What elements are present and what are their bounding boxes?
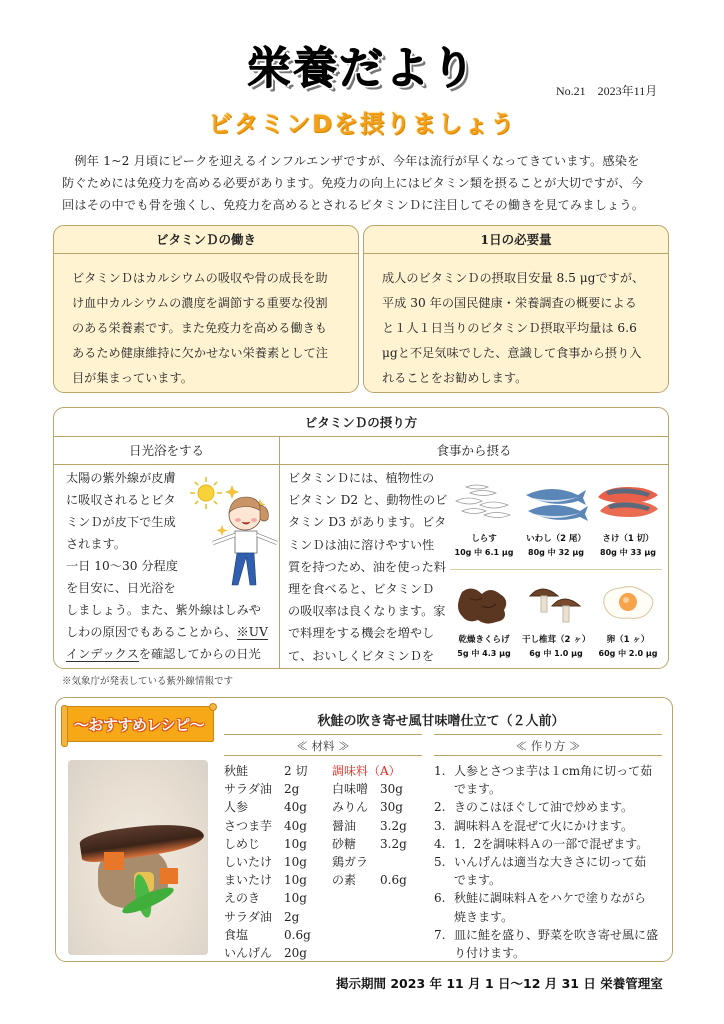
- seasoning-row: [332, 853, 407, 871]
- wood-ear-mushroom-icon: [452, 582, 516, 626]
- ingredient-name: サラダ油: [224, 909, 272, 924]
- food-row: [450, 570, 662, 660]
- box-line: と１人１日当りのビタミンＤ摂取平均量は 6.6: [382, 321, 637, 335]
- fried-egg-icon: [596, 582, 660, 626]
- seasoning-row: [332, 798, 407, 816]
- seasoning-name: の素: [332, 873, 357, 888]
- ingredient-row: [224, 889, 324, 907]
- seasoning-qty: 0.6g: [380, 873, 407, 888]
- ingredient-row: [224, 908, 324, 926]
- seasoning-qty: 30g: [380, 782, 403, 797]
- step-item: [434, 817, 666, 835]
- food-name: さけ（1 切）: [602, 534, 654, 544]
- seasoning-qty: 3.2g: [380, 818, 407, 833]
- ingredient-qty: 10g: [284, 836, 307, 851]
- text-line: ビタミンＤには、植物性の: [288, 471, 435, 485]
- step-number: 1.: [434, 764, 446, 778]
- how-to-take-vitamin-d-table: [53, 407, 669, 669]
- ingredient-qty: 2g: [284, 782, 300, 797]
- ingredient-name: さつま芋: [224, 818, 273, 833]
- dish-photo: [68, 760, 208, 955]
- ingredient-name: 人参: [224, 800, 249, 815]
- food-name: 干し椎茸（2 ヶ）: [522, 635, 591, 645]
- table-body-row: [54, 465, 668, 669]
- box-line: け血中カルシウムの濃度を調節する重要な役割: [72, 296, 328, 310]
- food-item-wood-ear: [450, 570, 518, 660]
- newsletter-title: 栄養だより: [247, 43, 477, 94]
- ingredient-qty: 10g: [284, 855, 307, 870]
- step-text: 焼きます。: [454, 909, 514, 924]
- ingredients-header: ≪ 材料 ≫: [224, 734, 422, 756]
- box-line: あるため健康維持に欠かせない栄養素として注: [72, 346, 328, 360]
- ingredient-qty: 2g: [284, 909, 300, 924]
- seasoning-row: [332, 835, 407, 853]
- ingredient-name: しめじ: [224, 836, 261, 851]
- text-line: ビタミン D2 と、動物性のビ: [288, 493, 448, 508]
- box-line: 成人のビタミンＤの摂取目安量 8.5 μgですが、: [382, 271, 645, 285]
- step-item: [434, 835, 666, 853]
- step-item: [434, 798, 666, 816]
- step-number: 3.: [434, 818, 446, 833]
- text-line: を目安に、日光浴を: [66, 581, 176, 595]
- step-text: 1．2を調味料Ａの一部で混ぜます。: [454, 836, 649, 851]
- sunbathing-cell: [54, 465, 280, 669]
- intro-line: 防ぐためには免疫力を高める必要があります。免疫力の向上にはビタミン類を摂ることが大切ですが、今: [62, 176, 644, 190]
- sardine-icon: [524, 481, 588, 525]
- food-item-sardine: [522, 475, 590, 569]
- ingredient-name: まいたけ: [224, 873, 273, 888]
- seasoning-name: 鶏ガラ: [332, 855, 369, 870]
- step-text: り付けます。: [454, 946, 526, 961]
- headline: ビタミンDを摂りましょう: [208, 110, 516, 138]
- step-number: 7.: [434, 927, 446, 942]
- uv-index-link[interactable]: ※UV: [236, 625, 268, 639]
- ingredient-row: [224, 926, 324, 944]
- table-header-row: [54, 437, 668, 465]
- seasoning-row: [332, 871, 407, 889]
- recipe-title: 秋鮭の吹き寄せ風甘味噌仕立て（２人前）: [317, 714, 565, 729]
- ingredient-row: [224, 944, 324, 962]
- seasoning-name: 白味噌: [332, 782, 369, 797]
- food-item-salmon: [594, 475, 662, 569]
- daily-requirement-box: [363, 225, 669, 393]
- text-line: されます。: [66, 537, 126, 551]
- text-line: に吸収されるとビタ: [66, 493, 176, 507]
- food-amount: 80g 中 33 μg: [600, 548, 656, 557]
- text-line: ミンＤは油に溶けやすい性: [288, 537, 435, 552]
- recommended-recipe-banner: ～おすすめレシピ～: [64, 706, 214, 742]
- ingredient-row: [224, 817, 324, 835]
- column-header-diet: 食事から摂る: [436, 443, 512, 458]
- step-item: [434, 762, 666, 798]
- food-name: いわし（2 尾）: [526, 534, 586, 544]
- diet-cell: [280, 465, 668, 669]
- step-text: いんげんは適当な大きさに切って茹: [454, 855, 647, 870]
- ingredient-qty: 0.6g: [284, 927, 311, 942]
- intro-line: 回はその中でも骨を強くし、免疫力を高めるとされるビタミンＤに注目してその働きを見てみましょう。: [62, 198, 645, 212]
- step-number: 6.: [434, 891, 446, 906]
- ingredient-name: サラダ油: [224, 782, 272, 797]
- column-header-sunbathing: 日光浴をする: [54, 437, 280, 464]
- diet-text: [288, 467, 448, 669]
- intro-line: 例年 1~2 月頃にピークを迎えるインフルエンザですが、今年は流行が早くなってきています。感染を: [62, 154, 640, 168]
- food-amount: 5g 中 4.3 μg: [457, 649, 511, 658]
- text-span: しわの原因でもあることから、: [66, 625, 237, 639]
- seasoning-title: 調味料（A）: [332, 764, 401, 778]
- box-line: ビタミンＤはカルシウムの吸収や骨の成長を助: [72, 271, 328, 285]
- ingredient-row: [224, 835, 324, 853]
- step-text: でます。: [454, 873, 502, 888]
- box-title: ビタミンＤの働き: [54, 226, 358, 254]
- seasoning-qty: 3.2g: [380, 836, 407, 851]
- ingredient-name: 食塩: [224, 927, 249, 942]
- step-text: 秋鮭に調味料Ａをハケで塗りながら: [454, 891, 647, 906]
- text-line: 質を持つため、油を使った料: [288, 559, 446, 574]
- whitebait-icon: [452, 481, 516, 525]
- ingredient-name: えのき: [224, 891, 261, 906]
- food-item-egg: [594, 570, 662, 660]
- seasoning-row: [332, 817, 407, 835]
- text-line: タミン D3 があります。ビタ: [288, 515, 447, 530]
- ingredient-qty: 2 切: [284, 764, 308, 778]
- food-amount: 80g 中 32 μg: [528, 548, 584, 557]
- ingredient-row: [224, 780, 324, 798]
- food-name: 乾燥きくらげ: [458, 635, 510, 645]
- text-line: て、おいしくビタミンＤを: [288, 648, 435, 663]
- step-item: [434, 889, 666, 925]
- text-line: 理を食べると、ビタミンＤ: [288, 582, 435, 597]
- seasoning-name: みりん: [332, 800, 369, 815]
- cooking-steps: [434, 762, 666, 962]
- box-body: [54, 254, 358, 391]
- ingredient-qty: 40g: [284, 800, 307, 815]
- ingredient-name: 秋鮭: [224, 764, 249, 778]
- steps-header: ≪ 作り方 ≫: [434, 734, 662, 756]
- ingredient-row: [224, 871, 324, 889]
- text-line: [288, 667, 448, 669]
- ingredients-list: [224, 762, 324, 962]
- salmon-icon: [596, 481, 660, 525]
- text-line: [66, 621, 268, 643]
- ingredient-qty: 10g: [284, 873, 307, 888]
- text-line: ミンＤが皮下で生成: [66, 515, 176, 529]
- text-line: で料理をする機会を増やし: [288, 626, 435, 641]
- step-text: 人参とさつま芋は１cm角に切って茹: [454, 764, 653, 778]
- food-item-whitebait: [450, 475, 518, 569]
- step-text: 調味料Ａを混ぜて火にかけます。: [454, 818, 634, 833]
- ingredient-row: [224, 798, 324, 816]
- seasoning-qty: 30g: [380, 800, 403, 815]
- box-line: μgと不足気味でした、意識して食事から摂り入: [382, 346, 642, 360]
- food-row: [450, 475, 662, 570]
- table-title: ビタミンＤの摂り方: [54, 408, 668, 437]
- food-amount: 6g 中 1.0 μg: [529, 649, 583, 658]
- text-span: を確認してからの日光: [138, 647, 261, 661]
- box-line: のある栄養素です。また免疫力を高める働きも: [72, 321, 327, 335]
- box-line: 平成 30 年の国民健康・栄養調査の概要による: [382, 296, 637, 310]
- food-name: しらす: [471, 534, 497, 544]
- ingredient-qty: 20g: [284, 946, 307, 961]
- seasoning-name: 砂糖: [332, 836, 357, 851]
- box-line: 目が集まっています。: [72, 371, 193, 385]
- seasoning-list: [332, 762, 407, 889]
- intro-paragraph: [62, 150, 672, 216]
- ingredient-name: いんげん: [224, 946, 273, 961]
- step-item: [434, 853, 666, 889]
- footnote: ※気象庁が発表している紫外線情報です: [62, 676, 234, 687]
- step-text: きのこはほぐして油で炒めます。: [454, 800, 634, 815]
- step-number: 2.: [434, 800, 446, 815]
- food-name: 卵（1 ヶ）: [606, 635, 650, 645]
- food-amount: 10g 中 6.1 μg: [454, 548, 514, 557]
- issue-number-date: No.21 2023年11月: [556, 84, 658, 98]
- step-text: でます。: [454, 782, 502, 797]
- posting-period-footer: 掲示期間 2023 年 11 月 1 日～12 月 31 日 栄養管理室: [336, 976, 663, 991]
- ingredient-qty: 10g: [284, 891, 307, 906]
- food-amount: 60g 中 2.0 μg: [598, 649, 658, 658]
- vitamin-d-function-box: [53, 225, 359, 393]
- step-number: 4.: [434, 836, 446, 851]
- text-line: しましょう。また、紫外線はしみや: [66, 603, 261, 617]
- text-line: 一日 10～30 分程度: [66, 559, 178, 573]
- step-item: [434, 926, 666, 962]
- box-body: [364, 254, 668, 391]
- ingredient-qty: 40g: [284, 818, 307, 833]
- recipe-section: [55, 697, 673, 962]
- ingredient-row: [224, 762, 324, 780]
- seasoning-name: 醤油: [332, 818, 357, 833]
- text-line: [66, 665, 268, 669]
- box-title: 1日の必要量: [364, 226, 668, 254]
- sunbathing-girl-illustration: [190, 475, 280, 595]
- box-line: れることをお勧めします。: [382, 371, 528, 385]
- step-text: 皿に鮭を盛り、野菜を吹き寄せ風に盛: [454, 927, 659, 942]
- ingredient-name: しいたけ: [224, 855, 273, 870]
- sun-icon: [190, 477, 222, 509]
- vitamin-d-foods-grid: [450, 475, 662, 660]
- food-item-shiitake: [522, 570, 590, 660]
- text-line: の吸収率は良くなります。家: [288, 604, 446, 619]
- uv-index-link[interactable]: インデックス: [66, 647, 139, 661]
- step-number: 5.: [434, 855, 446, 870]
- text-line: [66, 643, 268, 665]
- seasoning-row: [332, 780, 407, 798]
- text-line: 太陽の紫外線が皮膚: [66, 471, 176, 485]
- ingredient-row: [224, 853, 324, 871]
- shiitake-icon: [524, 582, 588, 626]
